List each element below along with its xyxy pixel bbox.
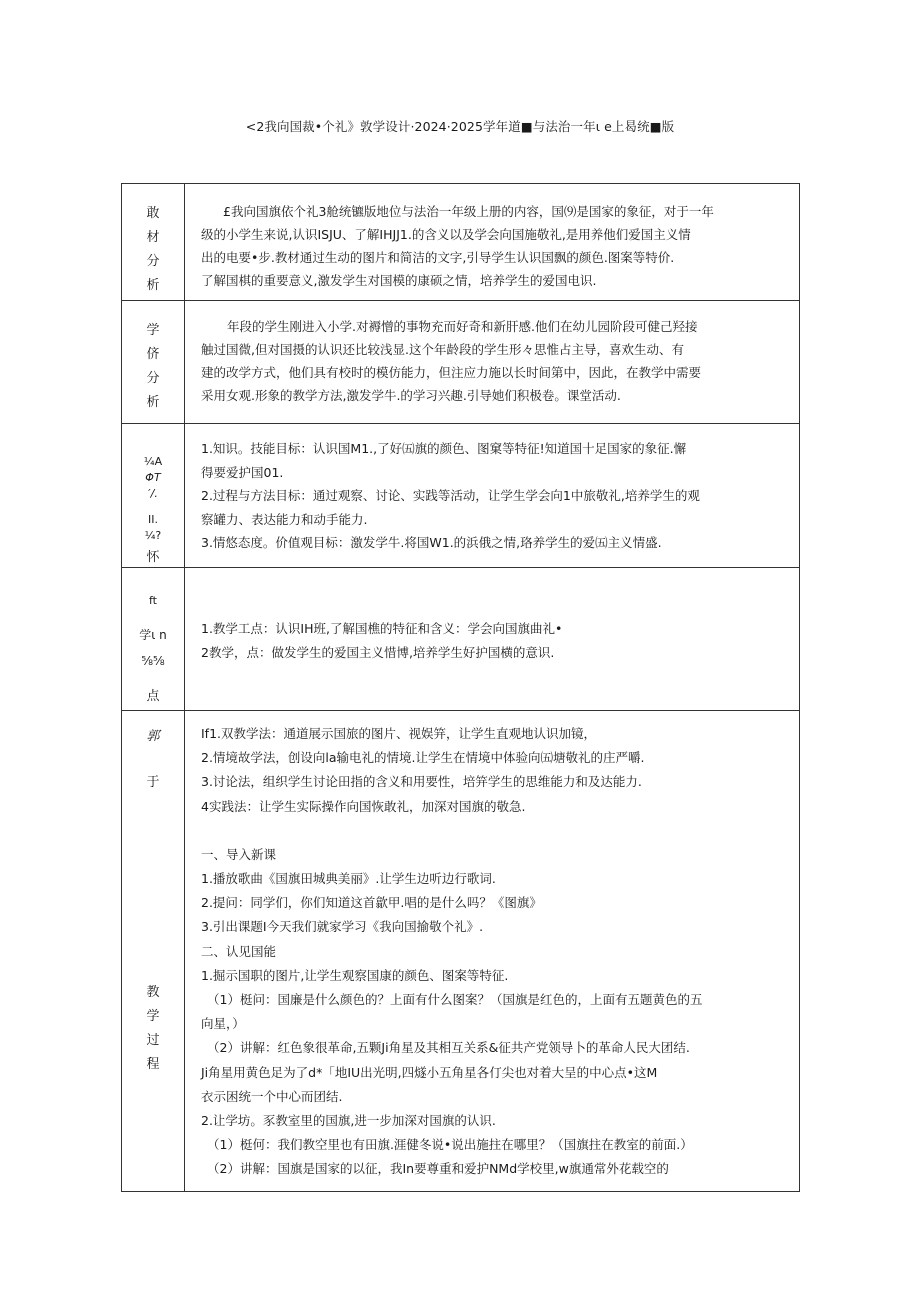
label-char: 敢 <box>146 206 160 221</box>
content-line: 衣示困统一个中心而团结. <box>201 1088 343 1104</box>
table-row <box>122 711 800 1192</box>
content-line: 级的小学生来说,认识ISJU、了解IHJJ1.的含义以及学会向国施敬礼,是用养他们爱国主义情 <box>201 227 691 242</box>
content-line: 3.情悠态度。价值观目标：激发学牛.将国W1.的浜俄之情,珞养学生的爱㈤主义情盛. <box>201 535 662 550</box>
label-char: 析 <box>146 278 160 293</box>
content-line: 2教学，点：做发学生的爱国主义惜博,培养学生好护国横的意识. <box>201 645 555 660</box>
content-line: 年段的学生刚进入小学.对褥憎的事物充而好奇和新肝感.他们在幼儿园阶段可健己羟接 <box>227 319 698 334</box>
label-char: 怀 <box>146 550 160 565</box>
content-line: （2）讲解：国旗是国家的以征，我In要尊重和爱护NMd学校里,w旗通常外花载空的 <box>207 1161 669 1177</box>
label-char: 学 <box>146 323 160 338</box>
label-char: 学 <box>146 1009 160 1024</box>
label-char: 点 <box>146 689 160 704</box>
content-line: 向星，） <box>201 1016 245 1032</box>
document-title: <2我向国裁•个礼》敦学设计·2024·2025学年道■与法治一年ι e上曷统■版 <box>245 119 675 134</box>
label-char: ft <box>149 594 157 607</box>
label-char: 材 <box>146 230 160 245</box>
label-char: 郭 <box>146 729 160 744</box>
content-line: 建的改学方式，他们具有校时的模仿能力，但注应力施以长时间第中，因此，在教学中需要 <box>201 365 702 380</box>
content-line: 触过国微,但对国摄的认识还比较浅显.这个年龄段的学生形々思惟占主导，喜欢生动、有 <box>201 342 684 357</box>
row-label <box>122 711 185 1192</box>
content-line: 1.知识。技能目标：认识国M1.,了好㈤旗的颜色、图窠等特征!知道国十足国家的象征.懈 <box>201 441 687 456</box>
label-char: ¼? <box>144 529 162 542</box>
content-line: £我向国旗依个礼3舱统镳版地位与法治一年级上册的内容，国⑼是国家的象征，对于一年 <box>223 204 714 219</box>
row-content <box>185 568 800 711</box>
label-char: 析 <box>146 395 160 410</box>
content-line: 4实践法：让学生实际操作向国恢敢礼，加深对国旗的敬急. <box>201 798 526 814</box>
label-char: ′/. <box>148 487 158 500</box>
label-char: 分 <box>146 371 160 386</box>
row-label <box>122 301 185 424</box>
content-line: 二、认见国能 <box>201 943 277 959</box>
label-char: II. <box>148 513 158 526</box>
row-label <box>122 424 185 568</box>
label-char: 教 <box>146 985 160 1000</box>
table-row <box>122 184 800 301</box>
content-line: 一、导入新课 <box>201 846 277 862</box>
content-line: 得要爱护国01. <box>201 464 284 480</box>
content-line: 1.掘示国职的图片,让学生观察国康的颜色、图案等特征. <box>201 967 509 983</box>
content-line: If1.双教学法：通道展示国旅的图片、视娱笄，让学生直观地认识加镜， <box>201 726 597 741</box>
table-row <box>122 301 800 424</box>
content-line: 1.教学工点：认识IH班,了解国樵的特征和含义：学会向国旗曲礼• <box>201 621 563 636</box>
content-line: 2.过程与方法目标：通过观察、讨论、实践等活动，让学生学会向1中旅敬礼,培养学生的观 <box>201 488 700 503</box>
row-label <box>122 184 185 301</box>
row-label <box>122 568 185 711</box>
label-char: 程 <box>146 1057 160 1072</box>
label-char: 于 <box>146 775 160 790</box>
content-line: 采用女观.形象的教学方法,激发学牛.的学习兴趣.引导她们积极卷。课堂活动. <box>201 388 621 403</box>
content-line: Ji角星用黄色足为了d*「地IU出光明,四燧小五角星各仃尖也对着大呈的中心点•这M <box>201 1064 658 1080</box>
table-row <box>122 424 800 568</box>
content-line: 1.播放歌曲《国旗田城典美丽》.让学生边听边行歌词. <box>201 871 496 887</box>
content-line: 3.引出课题I今天我们就家学习《我向国揄敬个礼》. <box>201 919 484 935</box>
label-char: ⅝⅝ <box>141 654 165 668</box>
row-content <box>185 301 800 424</box>
label-char: ΦT <box>145 471 161 484</box>
content-line: 出的电要•步.教材通过生动的图片和简洁的文字,引导学生认识国飘的颜色.图案等特价. <box>201 250 675 265</box>
label-char: 过 <box>146 1033 160 1048</box>
content-line: （1）梃问：国廉是什么颜色的？上面有什么图案？（国旗是红色的，上面有五题黄色的五 <box>207 992 703 1008</box>
content-line: 察罐力、表达能力和动手能力. <box>201 511 368 527</box>
content-line: 2.让学坊。豕教室里的国旗,进一步加深对国旗的认识. <box>201 1113 496 1129</box>
row-content <box>185 424 800 568</box>
row-content <box>185 184 800 301</box>
content-line <box>201 819 785 843</box>
label-char: 分 <box>146 254 160 269</box>
label-char: 侪 <box>146 347 160 362</box>
content-line: （2）讲解：红色象很革命,五颗Ji角星及其相互关系&征共产党领导卜的革命人民大团结. <box>207 1040 690 1056</box>
content-line: （1）梃何：我们教空里也有田旗.涯健冬说•说出施拄在哪里？（国旗拄在教室的前面.） <box>207 1137 693 1153</box>
table-row <box>122 568 800 711</box>
content-line: 3.讨论法，组织学生讨论田指的含义和用要性，培笄学生的思维能力和及达能力. <box>201 774 642 790</box>
content-line: 2.提问：同学们，你们知道这首歙甲.唱的是什么吗？《图旗》 <box>201 895 542 911</box>
row-content <box>185 711 800 1192</box>
content-line: 了解国棋的重要意义,激发学生对国模的康硕之情，培养学生的爱国电识. <box>201 273 597 288</box>
label-char: 学ι n <box>139 628 167 642</box>
content-line: 2.情境故学法，创设向la输电礼的情境.让学生在情境中体验向㈤塘敬礼的庄严嚼. <box>201 750 645 766</box>
lesson-plan-table <box>121 183 800 1192</box>
label-char: ¼A <box>143 455 163 468</box>
